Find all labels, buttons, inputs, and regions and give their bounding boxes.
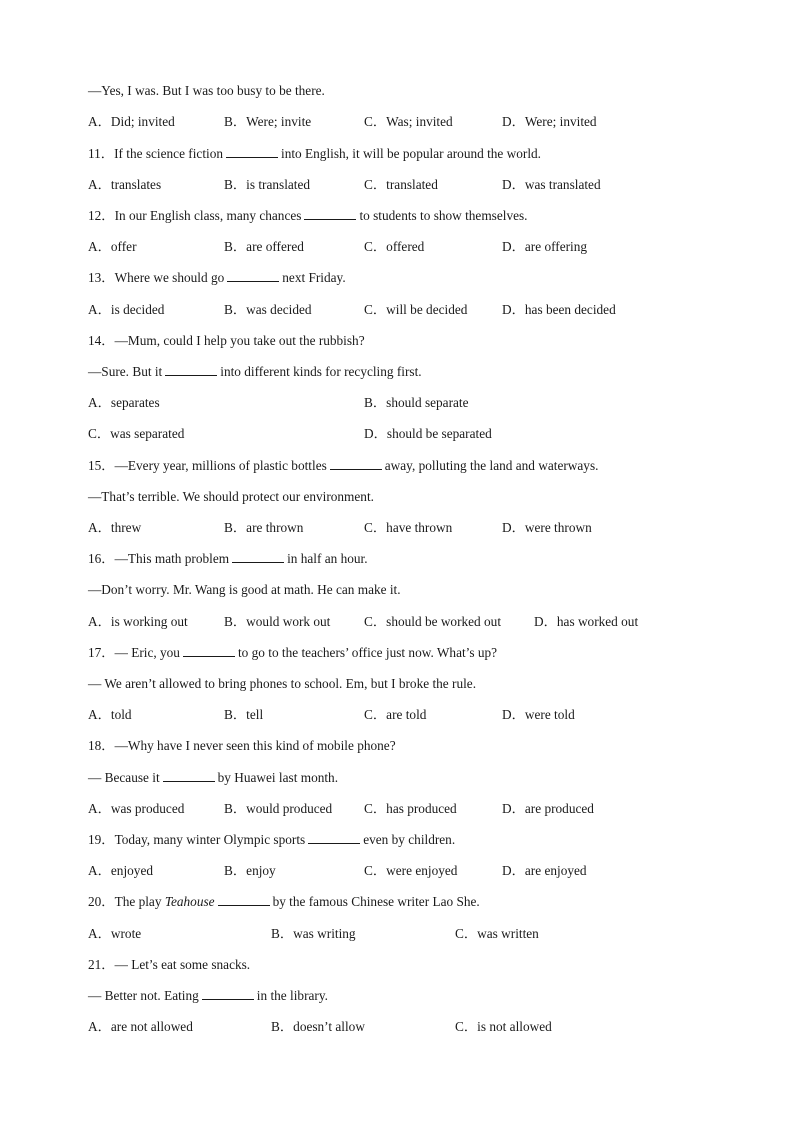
dialogue-line: — Better not. Eating in the library. xyxy=(88,988,328,1003)
option-b[interactable]: B．tell xyxy=(224,707,264,722)
answer-blank xyxy=(163,769,215,782)
option-b[interactable]: B．Were; invite xyxy=(224,114,312,129)
question-13: 13．Where we should go next Friday. xyxy=(88,270,346,285)
dialogue-line: — Because it by Huawei last month. xyxy=(88,770,339,785)
options-row xyxy=(88,1017,734,1037)
answer-blank xyxy=(227,269,279,282)
option-d[interactable]: D．are offering xyxy=(502,239,588,254)
option-a[interactable]: A．wrote xyxy=(88,926,142,941)
option-b[interactable]: B．are offered xyxy=(224,239,304,254)
option-c[interactable]: C．was separated xyxy=(88,426,185,441)
options-row xyxy=(88,393,734,413)
option-a[interactable]: A．are not allowed xyxy=(88,1019,193,1034)
option-b[interactable]: B．is translated xyxy=(224,177,311,192)
option-c[interactable]: C．will be decided xyxy=(364,302,468,317)
dialogue-line: —That’s terrible. We should protect our environment. xyxy=(88,489,374,504)
answer-blank xyxy=(165,363,217,376)
answer-blank xyxy=(330,457,382,470)
option-b[interactable]: B．enjoy xyxy=(224,863,276,878)
options-row xyxy=(88,175,734,195)
answer-blank xyxy=(202,987,254,1000)
options-row xyxy=(88,237,734,257)
option-c[interactable]: C．is not allowed xyxy=(455,1019,552,1034)
question-12: 12．In our English class, many chances to students to show themselves. xyxy=(88,208,528,223)
option-d[interactable]: D．was translated xyxy=(502,177,601,192)
dialogue-line: —Don’t worry. Mr. Wang is good at math. He can make it. xyxy=(88,582,401,597)
option-c[interactable]: C．Was; invited xyxy=(364,114,453,129)
option-a[interactable]: A．Did; invited xyxy=(88,114,175,129)
question-18: 18．—Why have I never seen this kind of mobile phone? xyxy=(88,738,396,753)
question-14: 14．—Mum, could I help you take out the rubbish? xyxy=(88,333,365,348)
question-11: 11．If the science fiction into English, it will be popular around the world. xyxy=(88,146,542,161)
question-15: 15．—Every year, millions of plastic bottles away, polluting the land and waterways. xyxy=(88,458,599,473)
options-row xyxy=(88,424,734,444)
option-b[interactable]: B．would produced xyxy=(224,801,333,816)
answer-blank xyxy=(218,893,270,906)
dialogue-line: —Sure. But it into different kinds for recycling first. xyxy=(88,364,422,379)
dialogue-line: —Yes, I was. But I was too busy to be there. xyxy=(88,83,325,98)
question-16: 16．—This math problem in half an hour. xyxy=(88,551,368,566)
answer-blank xyxy=(183,644,235,657)
option-a[interactable]: A．separates xyxy=(88,395,160,410)
option-d[interactable]: D．were thrown xyxy=(502,520,592,535)
option-d[interactable]: D．should be separated xyxy=(364,426,492,441)
option-b[interactable]: B．doesn’t allow xyxy=(271,1019,365,1034)
option-c[interactable]: C．should be worked out xyxy=(364,614,502,629)
option-b[interactable]: B．are thrown xyxy=(224,520,304,535)
answer-blank xyxy=(308,831,360,844)
question-20: 20．The play Teahouse by the famous Chinese writer Lao She. xyxy=(88,894,480,909)
option-b[interactable]: B．was writing xyxy=(271,926,356,941)
options-row xyxy=(88,924,734,944)
option-d[interactable]: D．were told xyxy=(502,707,575,722)
option-c[interactable]: C．are told xyxy=(364,707,427,722)
options-row xyxy=(88,612,734,632)
dialogue-line: — We aren’t allowed to bring phones to school. Em, but I broke the rule. xyxy=(88,676,477,691)
question-17: 17．— Eric, you to go to the teachers’ office just now. What’s up? xyxy=(88,645,498,660)
option-c[interactable]: C．were enjoyed xyxy=(364,863,458,878)
option-c[interactable]: C．have thrown xyxy=(364,520,453,535)
options-row xyxy=(88,705,734,725)
question-19: 19．Today, many winter Olympic sports even by children. xyxy=(88,832,456,847)
option-b[interactable]: B．would work out xyxy=(224,614,331,629)
options-row xyxy=(88,861,734,881)
option-a[interactable]: A．threw xyxy=(88,520,142,535)
answer-blank xyxy=(304,207,356,220)
option-c[interactable]: C．offered xyxy=(364,239,425,254)
option-c[interactable]: C．translated xyxy=(364,177,438,192)
option-a[interactable]: A．was produced xyxy=(88,801,185,816)
question-21: 21．— Let’s eat some snacks. xyxy=(88,957,251,972)
option-b[interactable]: B．was decided xyxy=(224,302,312,317)
answer-blank xyxy=(226,145,278,158)
option-d[interactable]: D．Were; invited xyxy=(502,114,597,129)
play-title: Teahouse xyxy=(164,894,215,909)
option-a[interactable]: A．is decided xyxy=(88,302,165,317)
options-row xyxy=(88,300,734,320)
option-d[interactable]: D．has worked out xyxy=(534,614,639,629)
option-d[interactable]: D．are enjoyed xyxy=(502,863,587,878)
options-row xyxy=(88,112,734,132)
option-b[interactable]: B．should separate xyxy=(364,395,469,410)
option-d[interactable]: D．has been decided xyxy=(502,302,616,317)
option-c[interactable]: C．was written xyxy=(455,926,539,941)
option-d[interactable]: D．are produced xyxy=(502,801,594,816)
option-c[interactable]: C．has produced xyxy=(364,801,457,816)
option-a[interactable]: A．enjoyed xyxy=(88,863,153,878)
option-a[interactable]: A．translates xyxy=(88,177,162,192)
options-row xyxy=(88,799,734,819)
answer-blank xyxy=(232,550,284,563)
options-row xyxy=(88,518,734,538)
option-a[interactable]: A．is working out xyxy=(88,614,188,629)
option-a[interactable]: A．offer xyxy=(88,239,137,254)
option-a[interactable]: A．told xyxy=(88,707,132,722)
